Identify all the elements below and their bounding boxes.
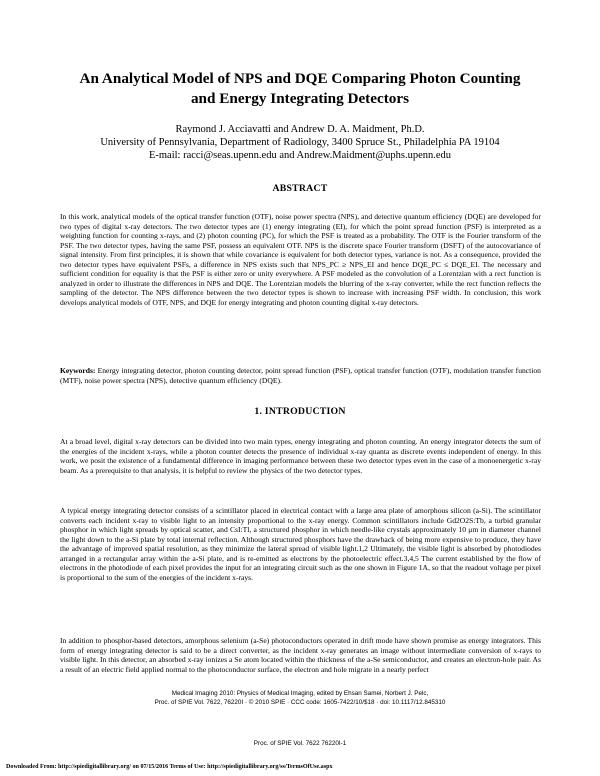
paper-title [40, 69, 560, 109]
title-line-1: An Analytical Model of NPS and DQE Comparing Photon Counting [79, 70, 521, 87]
title-line-2: and Energy Integrating Detectors [190, 90, 410, 107]
keywords-text: Energy integrating detector, photon counting detector, point spread function (PSF), optical transfer function (OTF), modulation transfer function (MTF), noise power spectra (NPS), detective quantum efficiency (DQE). [60, 366, 541, 385]
proceedings-line-2: Proc. of SPIE Vol. 7622, 76220I · © 2010 SPIE · CCC code: 1605-7422/10/$18 · doi: 10.1117/12.845310 [154, 698, 446, 706]
intro-paragraph-1: At a broad level, digital x-ray detectors can be divided into two main types, energy integrating and photon counting. An energy integrator detects the sum of the energies of the incident x-rays, while a photon counter detects the presence of individual x-ray quanta as discrete events independent of energy. In this work, we posit the existence of a fundamental difference in imaging performance between these two detector types even in the case of a monoenergetic x-ray beam. As a prerequisite to that analysis, it is helpful to review the physics of the two detector types. [60, 437, 541, 475]
proceedings-line-1: Medical Imaging 2010: Physics of Medical Imaging, edited by Ehsan Samei, Norbert J. Pelc, [171, 690, 429, 697]
intro-paragraph-2: A typical energy integrating detector consists of a scintillator placed in electrical contact with a large area plate of amorphous silicon (a-Si). The scintillator converts each incident x-ray to visible light to an intensity proportional to the x-ray energy. Common scintillators include Gd2O2S:Tb, a turbid granular phosphor in which light spreads by optical scatter, and CsI:Tl, a structured phosphor in which needle-like crystals approximately 10 μm in diameter channel the light down to the a-Si plate by total internal reflection. Although structured phosphors have the drawback of being more expensive to produce, they have the advantage of improved spatial resolution, as they minimize the lateral spread of visible light.1,2 Ultimately, the visible light is absorbed by photodiodes arranged in a rectangular array within the a-Si plate, and is re-emitted as electrons by the photoelectric effect.3,4,5 The current established by the flow of electrons in the photodiode of each pixel provides the input for an integrating circuit such as the one shown in Figure 1A, so that the readout voltage per pixel is proportional to the sum of the energies of the incident x-rays. [60, 506, 541, 582]
download-notice: Downloaded From: http://spiedigitallibrary.org/ on 07/15/2016 Terms of Use: http://spiedigitallibrary.org/ss/TermsOfUse.aspx [6, 764, 333, 770]
keywords-paragraph [60, 366, 541, 385]
proceedings-footer [0, 690, 600, 707]
author-email: E-mail: racci@seas.upenn.edu and Andrew.Maidment@uphs.upenn.edu [148, 150, 452, 161]
author-affiliation: University of Pennsylvania, Department of Radiology, 3400 Spruce St., Philadelphia PA 19104 [100, 137, 500, 148]
author-names: Raymond J. Acciavatti and Andrew D. A. Maidment, Ph.D. [175, 124, 425, 135]
abstract-body: In this work, analytical models of the optical transfer function (OTF), noise power spectra (NPS), and detective quantum efficiency (DQE) are developed for two types of digital x-ray detectors. The two detector types are (1) energy integrating (EI), for which the point spread function (PSF) is interpreted as a weighting function for counting x-rays, and (2) photon counting (PC), for which the PSF is treated as a probability. The OTF is the Fourier transform of the PSF. The two detector types, having the same PSF, possess an equivalent OTF. NPS is the discrete space Fourier transform (DSFT) of the autocovariance of signal intensity. From first principles, it is shown that while covariance is equivalent for both detector types, variance is not. As a consequence, provided the two detector types have equivalent PSFs, a difference in NPS exists such that NPS_PC ≥ NPS_EI and hence DQE_PC ≤ DQE_EI. The necessary and sufficient condition for equality is that the PSF is either zero or unity everywhere. A PSF modeled as the convolution of a Lorentzian with a rect function is analyzed in order to illustrate the differences in NPS and DQE. The Lorentzian models the blurring of the x-ray converter, while the rect function reflects the sampling of the detector. The NPS difference between the two detector types is shown to increase with increasing PSF width. In conclusion, this work develops analytical models of OTF, NPS, and DQE for energy integrating and photon counting digital x-ray detectors. [60, 212, 541, 307]
abstract-heading: ABSTRACT [272, 183, 328, 194]
author-block [30, 123, 570, 162]
keywords-label: Keywords: [60, 366, 96, 375]
introduction-heading: 1. INTRODUCTION [254, 406, 346, 417]
page-identifier: Proc. of SPIE Vol. 7622 76220I-1 [253, 740, 347, 747]
intro-paragraph-3: In addition to phosphor-based detectors, amorphous selenium (a-Se) photoconductors operated in drift mode have shown promise as energy integrators. This form of energy integrating detector is said to be a direct converter, as the incident x-ray generates an image without intermediate conversion of x-rays to visible light. In this detector, an absorbed x-ray ionizes a Se atom located within the thickness of the a-Se semiconductor, and creates an electron-hole pair. As a result of an electric field applied normal to the photoconductor surface, the electron and hole migrate in a nearly perfect [60, 636, 541, 674]
